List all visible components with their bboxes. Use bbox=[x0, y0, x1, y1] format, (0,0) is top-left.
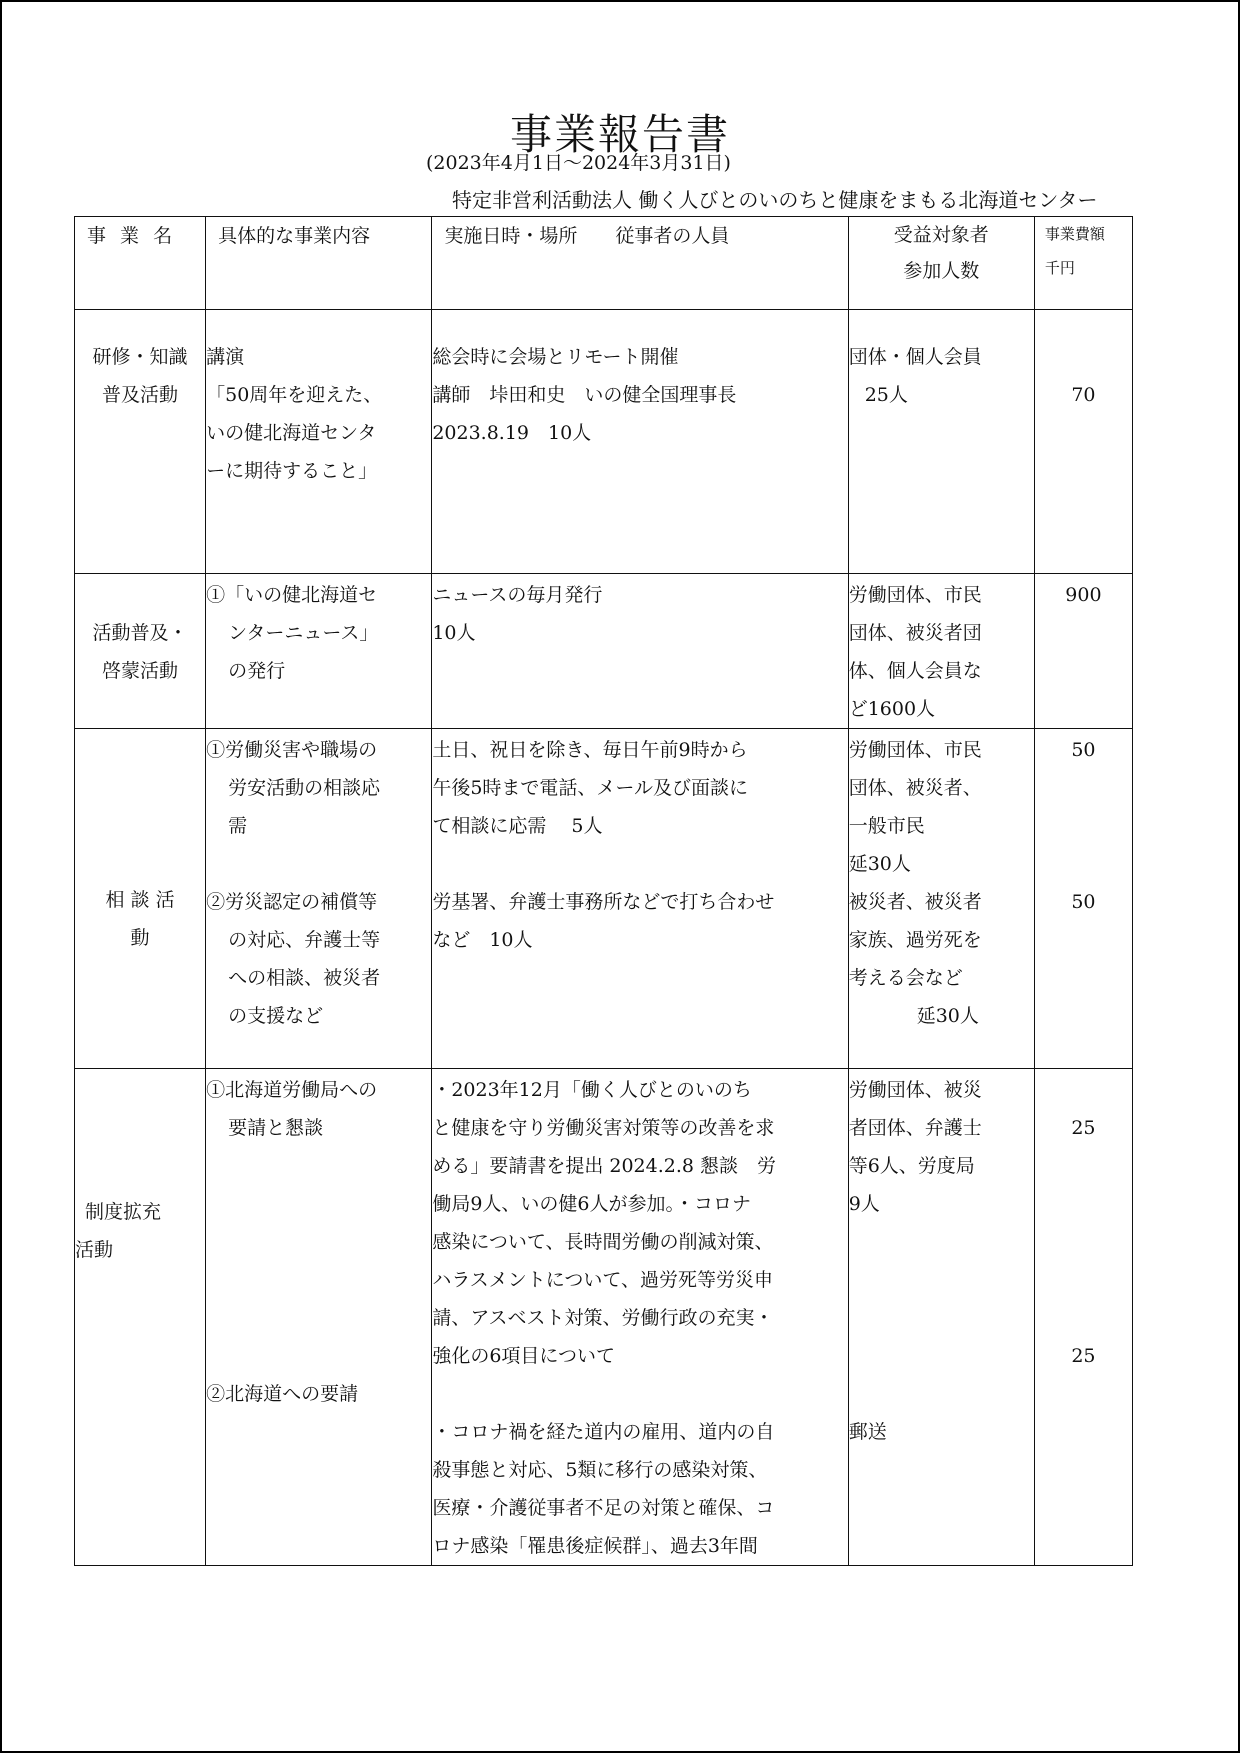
beneficiaries-line: 労働団体、市民 bbox=[848, 739, 982, 761]
table-row bbox=[75, 574, 1133, 729]
beneficiaries-spacer bbox=[849, 1261, 1034, 1299]
beneficiaries-spacer bbox=[849, 1337, 1034, 1375]
organization-name: 特定非営利活動法人 働く人びとのいのちと健康をまもる北海道センター bbox=[452, 188, 1098, 212]
content-line: 需 bbox=[228, 815, 248, 837]
cost-spacer bbox=[1035, 769, 1132, 807]
detail-line: 2023.8.19 10人 bbox=[432, 422, 592, 444]
beneficiaries-line: 延30人 bbox=[916, 1005, 979, 1027]
detail-line: 感染について、長時間労働の削減対策、 bbox=[432, 1231, 774, 1253]
document-title: 事業報告書 bbox=[509, 110, 730, 160]
header-beneficiaries-line2: 参加人数 bbox=[903, 260, 980, 282]
beneficiaries-line: 25人 bbox=[864, 384, 908, 406]
content-line: 労安活動の相談応 bbox=[228, 777, 381, 799]
row-name-line: 制度拡充 bbox=[85, 1201, 162, 1223]
detail-line: て相談に応需 5人 bbox=[432, 815, 603, 837]
content-line: の発行 bbox=[228, 660, 286, 682]
beneficiaries-line: 等6人、労度局 bbox=[848, 1155, 975, 1177]
detail-line: 殺事態と対応、5類に移行の感染対策、 bbox=[432, 1459, 768, 1481]
beneficiaries-line: 9人 bbox=[848, 1193, 880, 1215]
content-line: ②北海道への要請 bbox=[206, 1383, 359, 1405]
cost-spacer bbox=[1035, 845, 1132, 883]
content-spacer bbox=[206, 1337, 431, 1375]
header-beneficiaries-line1: 受益対象者 bbox=[893, 224, 989, 246]
row-name-line: 相 談 活 bbox=[105, 889, 175, 911]
detail-line: める」要請書を提出 2024.2.8 懇談 労 bbox=[432, 1155, 777, 1177]
content-spacer bbox=[206, 1299, 431, 1337]
content-line: 「50周年を迎えた、 bbox=[206, 384, 383, 406]
beneficiaries-line: 労働団体、被災 bbox=[848, 1079, 982, 1101]
detail-line: 労基署、弁護士事務所などで打ち合わせ bbox=[432, 891, 775, 913]
content-line: ①労働災害や職場の bbox=[206, 739, 378, 761]
content-line: ①北海道労働局への bbox=[206, 1079, 378, 1101]
header-datetime-place: 実施日時・場所 bbox=[444, 225, 578, 247]
detail-line: 土日、祝日を除き、毎日午前9時から bbox=[432, 739, 748, 761]
row-name-line: 啓蒙活動 bbox=[102, 660, 179, 682]
detail-line: 午後5時まで電話、メール及び面談に bbox=[432, 777, 749, 799]
header-datetime-staff bbox=[432, 217, 848, 310]
detail-line: 総会時に会場とリモート開催 bbox=[432, 346, 679, 368]
content-line: ンターニュース」 bbox=[228, 622, 379, 644]
content-line: ーに期待すること」 bbox=[206, 460, 378, 482]
row-beneficiaries bbox=[848, 574, 1034, 729]
row-content bbox=[206, 574, 432, 729]
detail-line: 働局9人、いの健6人が参加。・コロナ bbox=[432, 1193, 751, 1215]
cost-value: 50 bbox=[1071, 891, 1096, 913]
row-detail bbox=[432, 574, 848, 729]
beneficiaries-line: 被災者、被災者 bbox=[848, 891, 982, 913]
content-spacer bbox=[206, 1223, 431, 1261]
row-name bbox=[75, 574, 206, 729]
cost-spacer bbox=[1035, 1261, 1132, 1299]
detail-line: と健康を守り労働災害対策等の改善を求 bbox=[432, 1117, 775, 1139]
row-content bbox=[206, 1069, 432, 1566]
detail-line: ・2023年12月「働く人びとのいのち bbox=[432, 1079, 752, 1101]
cost-value: 70 bbox=[1071, 384, 1096, 406]
beneficiaries-line: 者団体、弁護士 bbox=[848, 1117, 982, 1139]
content-line: ①「いの健北海道セ bbox=[206, 584, 378, 606]
beneficiaries-line: 団体、被災者、 bbox=[848, 777, 982, 799]
content-line: ②労災認定の補償等 bbox=[206, 891, 378, 913]
row-beneficiaries bbox=[848, 729, 1034, 1069]
beneficiaries-spacer bbox=[849, 1223, 1034, 1261]
table-row bbox=[75, 310, 1133, 574]
cost-value: 50 bbox=[1071, 739, 1096, 761]
beneficiaries-line: 考える会など bbox=[848, 967, 963, 989]
header-content: 具体的な事業内容 bbox=[206, 217, 432, 310]
row-detail bbox=[432, 310, 848, 574]
detail-line: など 10人 bbox=[432, 929, 533, 951]
row-cost bbox=[1034, 1069, 1132, 1566]
row-cost bbox=[1034, 729, 1132, 1069]
beneficiaries-line: 団体、被災者団 bbox=[848, 622, 982, 644]
content-spacer bbox=[206, 845, 431, 883]
detail-line: ・コロナ禍を経た道内の雇用、道内の自 bbox=[432, 1421, 775, 1443]
cost-value: 900 bbox=[1065, 584, 1102, 606]
table-row bbox=[75, 729, 1133, 1069]
cost-spacer bbox=[1035, 1299, 1132, 1337]
content-line: の対応、弁護士等 bbox=[228, 929, 381, 951]
header-cost bbox=[1034, 217, 1132, 310]
row-name bbox=[75, 1069, 206, 1566]
row-name bbox=[75, 729, 206, 1069]
header-staff: 従事者の人員 bbox=[615, 225, 730, 247]
detail-line: 強化の6項目について bbox=[432, 1345, 616, 1367]
beneficiaries-line: 延30人 bbox=[848, 853, 911, 875]
detail-line: 講師 垰田和史 いの健全国理事長 bbox=[432, 384, 737, 406]
cost-spacer bbox=[1035, 807, 1132, 845]
row-detail bbox=[432, 729, 848, 1069]
row-name-line: 活動 bbox=[75, 1239, 114, 1261]
report-period: (2023年4月1日～2024年3月31日) bbox=[426, 152, 731, 174]
cost-spacer bbox=[1035, 1147, 1132, 1185]
detail-line: 10人 bbox=[432, 622, 476, 644]
report-table bbox=[74, 216, 1133, 1566]
header-name: 事 業 名 bbox=[75, 217, 206, 310]
content-line: 講演 bbox=[206, 346, 245, 368]
beneficiaries-spacer bbox=[849, 1375, 1034, 1413]
row-content bbox=[206, 729, 432, 1069]
content-line: いの健北海道センタ bbox=[206, 422, 377, 444]
detail-spacer bbox=[432, 1375, 847, 1413]
row-cost bbox=[1034, 574, 1132, 729]
beneficiaries-line: ど1600人 bbox=[848, 698, 936, 720]
content-spacer bbox=[206, 1185, 431, 1223]
table-header-row bbox=[75, 217, 1133, 310]
content-spacer bbox=[206, 1261, 431, 1299]
header-cost-line2: 千円 bbox=[1044, 259, 1075, 277]
cost-spacer bbox=[1035, 1223, 1132, 1261]
beneficiaries-line: 家族、過労死を bbox=[848, 929, 982, 951]
cost-value: 25 bbox=[1071, 1345, 1096, 1367]
beneficiaries-line: 団体・個人会員 bbox=[848, 346, 982, 368]
content-line: 要請と懇談 bbox=[228, 1117, 324, 1139]
content-line: の支援など bbox=[228, 1005, 324, 1027]
row-detail bbox=[432, 1069, 848, 1566]
detail-line: 請、アスベスト対策、労働行政の充実・ bbox=[432, 1307, 774, 1329]
beneficiaries-line: 郵送 bbox=[848, 1421, 887, 1443]
row-beneficiaries bbox=[848, 310, 1034, 574]
row-name-line: 研修・知識 bbox=[92, 346, 188, 368]
beneficiaries-line: 体、個人会員な bbox=[848, 660, 982, 682]
detail-line: ハラスメントについて、過労死等労災申 bbox=[432, 1269, 773, 1291]
table-row bbox=[75, 1069, 1133, 1566]
cost-spacer bbox=[1035, 1185, 1132, 1223]
header-beneficiaries bbox=[848, 217, 1034, 310]
header-cost-line1: 事業費額 bbox=[1044, 225, 1105, 243]
row-name-line: 活動普及・ bbox=[92, 622, 188, 644]
beneficiaries-line: 労働団体、市民 bbox=[848, 584, 982, 606]
content-line: への相談、被災者 bbox=[228, 967, 381, 989]
row-name-line: 動 bbox=[130, 927, 150, 949]
content-spacer bbox=[206, 1147, 431, 1185]
row-beneficiaries bbox=[848, 1069, 1034, 1566]
row-content bbox=[206, 310, 432, 574]
row-cost bbox=[1034, 310, 1132, 574]
beneficiaries-spacer bbox=[849, 1299, 1034, 1337]
detail-line: 医療・介護従事者不足の対策と確保、コ bbox=[432, 1497, 775, 1519]
row-name-line: 普及活動 bbox=[102, 384, 179, 406]
detail-line: ロナ感染「罹患後症候群」、過去3年間 bbox=[432, 1535, 758, 1557]
cost-value: 25 bbox=[1071, 1117, 1096, 1139]
beneficiaries-line: 一般市民 bbox=[848, 815, 925, 837]
detail-line: ニュースの毎月発行 bbox=[432, 584, 603, 606]
detail-spacer bbox=[432, 845, 847, 883]
row-name bbox=[75, 310, 206, 574]
